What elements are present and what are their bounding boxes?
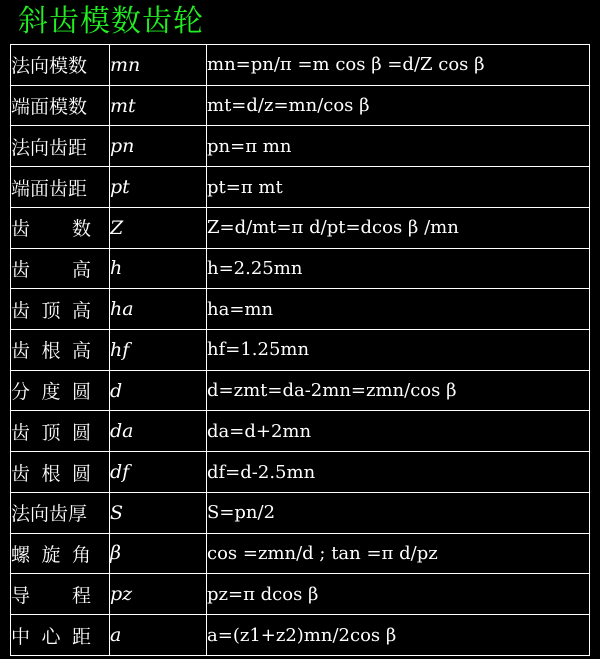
parameter-formula: df=d-2.5mn (207, 452, 590, 493)
parameter-formula: mt=d/z=mn/cos β (207, 85, 590, 126)
parameter-formula: da=d+2mn (207, 411, 590, 452)
parameter-symbol: df (110, 452, 207, 493)
parameter-name: 齿 顶 圆 (11, 411, 110, 452)
table-row (11, 411, 590, 452)
table-row (11, 248, 590, 289)
parameter-symbol: d (110, 370, 207, 411)
table-row (11, 85, 590, 126)
parameter-name: 分 度 圆 (11, 370, 110, 411)
parameter-symbol: Z (110, 207, 207, 248)
parameter-name: 齿 根 圆 (11, 452, 110, 493)
parameter-symbol: S (110, 492, 207, 533)
parameter-formula: d=zmt=da-2mn=zmn/cos β (207, 370, 590, 411)
table-row (11, 370, 590, 411)
parameter-symbol: ha (110, 289, 207, 330)
page-title: 斜齿模数齿轮 (18, 4, 204, 39)
table-row (11, 533, 590, 574)
parameter-name: 齿 顶 高 (11, 289, 110, 330)
table-row (11, 492, 590, 533)
table-row (11, 167, 590, 208)
parameter-formula: pz=π dcos β (207, 574, 590, 615)
parameter-symbol: a (110, 615, 207, 656)
formula-table (10, 44, 590, 656)
table-row (11, 330, 590, 371)
parameter-formula: h=2.25mn (207, 248, 590, 289)
parameter-symbol: h (110, 248, 207, 289)
parameter-formula: cos =zmn/d ; tan =π d/pz (207, 533, 590, 574)
parameter-formula: hf=1.25mn (207, 330, 590, 371)
parameter-symbol: β (110, 533, 207, 574)
table-row (11, 126, 590, 167)
table-row (11, 452, 590, 493)
parameter-name: 齿 根 高 (11, 330, 110, 371)
table-row (11, 574, 590, 615)
parameter-formula: pt=π mt (207, 167, 590, 208)
parameter-formula: pn=π mn (207, 126, 590, 167)
parameter-symbol: mt (110, 85, 207, 126)
parameter-name: 中 心 距 (11, 615, 110, 656)
parameter-formula: Z=d/mt=π d/pt=dcos β /mn (207, 207, 590, 248)
table-row (11, 289, 590, 330)
table-row (11, 45, 590, 86)
parameter-name: 法向模数 (11, 45, 110, 86)
table-row (11, 615, 590, 656)
parameter-symbol: pt (110, 167, 207, 208)
parameter-symbol: mn (110, 45, 207, 86)
parameter-name: 法向齿距 (11, 126, 110, 167)
parameter-name: 螺 旋 角 (11, 533, 110, 574)
parameter-name: 法向齿厚 (11, 492, 110, 533)
parameter-symbol: pn (110, 126, 207, 167)
parameter-symbol: da (110, 411, 207, 452)
parameter-formula: a=(z1+z2)mn/2cos β (207, 615, 590, 656)
parameter-name: 导 程 (11, 574, 110, 615)
parameter-name: 齿 高 (11, 248, 110, 289)
parameter-formula: mn=pn/π =m cos β =d/Z cos β (207, 45, 590, 86)
parameter-formula: S=pn/2 (207, 492, 590, 533)
parameter-symbol: hf (110, 330, 207, 371)
parameter-name: 齿 数 (11, 207, 110, 248)
table-row (11, 207, 590, 248)
parameter-name: 端面模数 (11, 85, 110, 126)
parameter-name: 端面齿距 (11, 167, 110, 208)
parameter-symbol: pz (110, 574, 207, 615)
parameter-formula: ha=mn (207, 289, 590, 330)
